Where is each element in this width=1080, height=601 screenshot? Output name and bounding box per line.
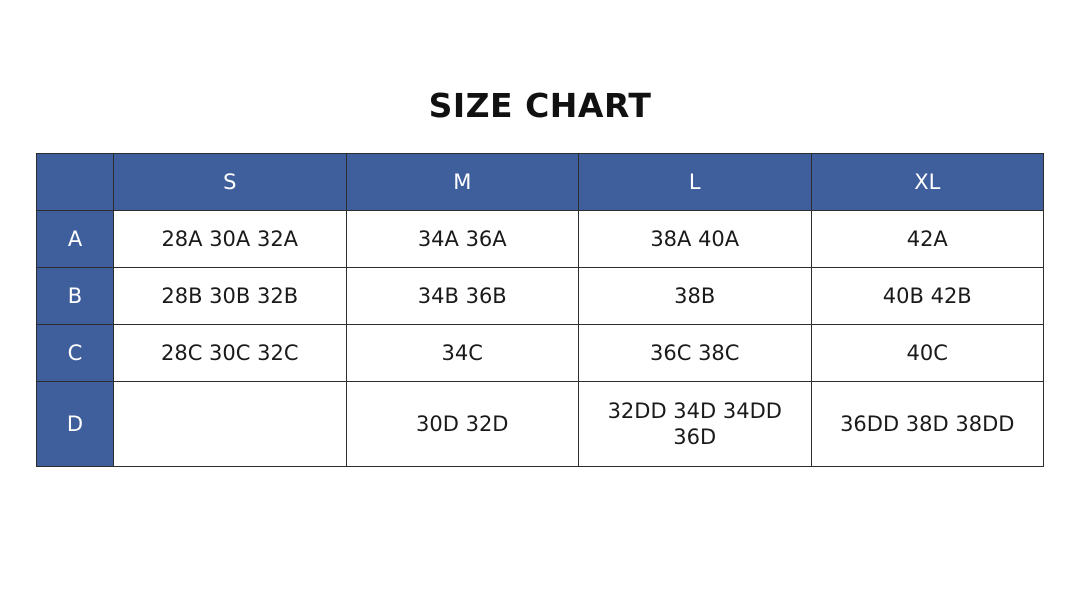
- row-header-b: B: [37, 268, 114, 325]
- column-header-l: L: [579, 154, 812, 211]
- table-row: [37, 382, 1044, 467]
- table-row: [37, 325, 1044, 382]
- cell-a-m: 34A 36A: [346, 211, 579, 268]
- cell-d-l: 32DD 34D 34DD 36D: [579, 382, 812, 467]
- cell-d-xl: 36DD 38D 38DD: [811, 382, 1044, 467]
- cell-b-m: 34B 36B: [346, 268, 579, 325]
- table-corner-cell: [37, 154, 114, 211]
- cell-a-l: 38A 40A: [579, 211, 812, 268]
- cell-c-l: 36C 38C: [579, 325, 812, 382]
- cell-c-m: 34C: [346, 325, 579, 382]
- column-header-m: M: [346, 154, 579, 211]
- cell-b-l: 38B: [579, 268, 812, 325]
- column-header-xl: XL: [811, 154, 1044, 211]
- row-header-c: C: [37, 325, 114, 382]
- cell-b-xl: 40B 42B: [811, 268, 1044, 325]
- table-header-row: [37, 154, 1044, 211]
- cell-b-s: 28B 30B 32B: [114, 268, 347, 325]
- cell-d-s: [114, 382, 347, 467]
- page-title: SIZE CHART: [428, 86, 652, 125]
- size-chart-table-wrapper: [36, 153, 1044, 467]
- table-row: [37, 211, 1044, 268]
- cell-c-s: 28C 30C 32C: [114, 325, 347, 382]
- column-header-s: S: [114, 154, 347, 211]
- size-chart-table: [36, 153, 1044, 467]
- cell-d-m: 30D 32D: [346, 382, 579, 467]
- row-header-a: A: [37, 211, 114, 268]
- cell-a-s: 28A 30A 32A: [114, 211, 347, 268]
- cell-c-xl: 40C: [811, 325, 1044, 382]
- cell-a-xl: 42A: [811, 211, 1044, 268]
- row-header-d: D: [37, 382, 114, 467]
- table-row: [37, 268, 1044, 325]
